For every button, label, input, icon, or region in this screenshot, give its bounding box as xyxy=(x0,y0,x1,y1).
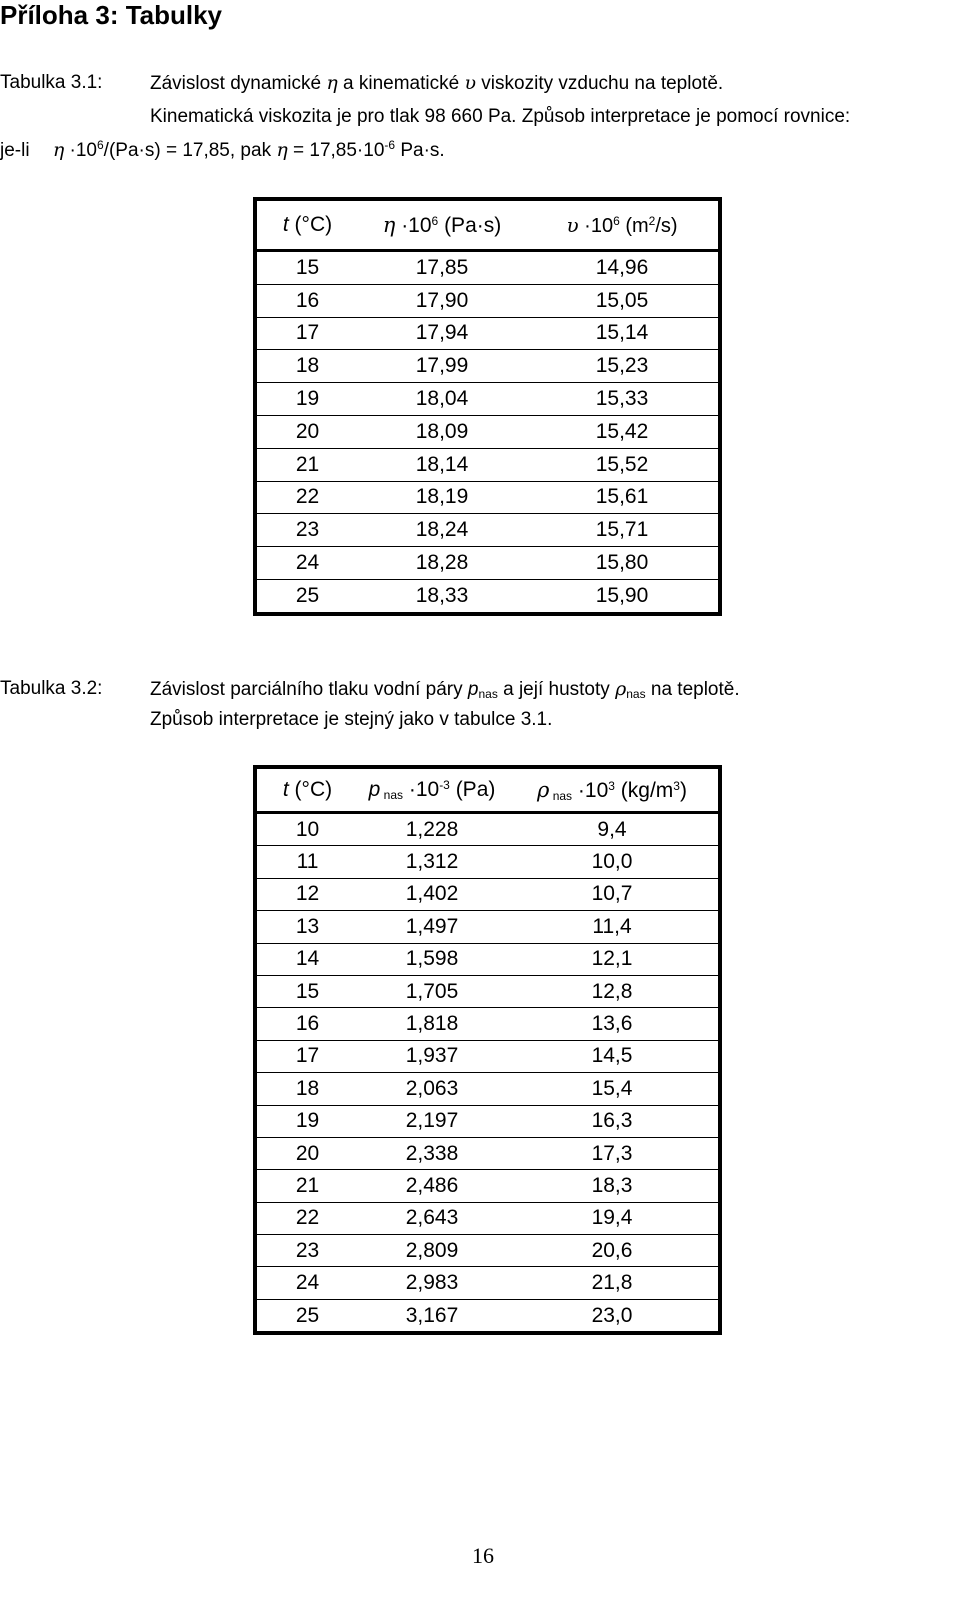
table-row xyxy=(255,1105,720,1137)
table-cell: 15,80 xyxy=(526,547,720,580)
table-cell: 18,04 xyxy=(358,383,526,416)
table2-caption-line1: Závislost parciálního tlaku vodní páry $p_{nas}$ a její hustoty $\rho_{nas}$ na teplotě. xyxy=(150,678,740,701)
table-cell: 17,90 xyxy=(358,284,526,317)
table-cell: 23,0 xyxy=(506,1299,720,1333)
table-cell: 24 xyxy=(255,1267,358,1299)
table-cell: 16 xyxy=(255,1008,358,1040)
table-cell: 15 xyxy=(295,255,320,279)
table-cell: 25 xyxy=(255,579,358,613)
table-row xyxy=(255,878,720,910)
table-row xyxy=(255,317,720,350)
table-cell: 20 xyxy=(255,1137,358,1169)
table-cell: 11 xyxy=(255,846,358,878)
table-cell: 13,6 xyxy=(506,1008,720,1040)
table-cell: 1,598 xyxy=(358,943,506,975)
table-cell: 17,99 xyxy=(358,350,526,383)
table-cell: 1,497 xyxy=(358,911,506,943)
table-cell: 1,705 xyxy=(358,975,506,1007)
table-cell: 11,4 xyxy=(506,911,720,943)
table-cell: 25 xyxy=(255,1299,358,1333)
table-cell: 2,486 xyxy=(358,1170,506,1202)
table-cell: 12 xyxy=(255,878,358,910)
table-cell: 14 xyxy=(255,943,358,975)
table-row xyxy=(255,1267,720,1299)
table-row xyxy=(255,1008,720,1040)
table-row xyxy=(255,846,720,878)
table-row xyxy=(255,350,720,383)
table-row xyxy=(255,1040,720,1072)
table-cell: 21 xyxy=(255,448,358,481)
table-cell: 17,94 xyxy=(358,317,526,350)
table-cell: 15,05 xyxy=(526,284,720,317)
table-cell: 18,3 xyxy=(506,1170,720,1202)
table-cell: 23 xyxy=(255,1235,358,1267)
table-cell: 22 xyxy=(255,1202,358,1234)
table1-caption-line2: Kinematická viskozita je pro tlak 98 660 Pa. Způsob interpretace je pomocí rovnice: xyxy=(150,106,851,127)
table-cell: 2,643 xyxy=(358,1202,506,1234)
table-row xyxy=(255,813,720,846)
table-cell: 17 xyxy=(255,317,358,350)
table-row xyxy=(255,975,720,1007)
table2-label: Tabulka 3.2: xyxy=(0,678,103,699)
table-header-row xyxy=(255,199,720,251)
table-cell: 20 xyxy=(255,415,358,448)
table-cell: 10,7 xyxy=(506,878,720,910)
table-cell: 15,14 xyxy=(526,317,720,350)
table-cell: 15,71 xyxy=(526,514,720,547)
table-cell: 15 xyxy=(255,975,358,1007)
table-cell: 15,90 xyxy=(526,579,720,613)
table-cell: 12,1 xyxy=(506,943,720,975)
table-cell: 2,983 xyxy=(358,1267,506,1299)
table-cell: 10 xyxy=(295,817,320,841)
table-cell: 15,33 xyxy=(526,383,720,416)
table-cell: 1,312 xyxy=(358,846,506,878)
table-cell: 1,818 xyxy=(358,1008,506,1040)
table-row xyxy=(255,448,720,481)
table-cell: 18 xyxy=(255,350,358,383)
table-cell: 12,8 xyxy=(506,975,720,1007)
table-row xyxy=(255,481,720,514)
page-number: 16 xyxy=(472,1543,494,1568)
table-cell: 21 xyxy=(255,1170,358,1202)
table-cell: 13 xyxy=(255,911,358,943)
table-cell: 14,5 xyxy=(506,1040,720,1072)
table-row xyxy=(255,579,720,613)
table-cell: 1,937 xyxy=(358,1040,506,1072)
table-cell: 20,6 xyxy=(506,1235,720,1267)
table-cell: 10,0 xyxy=(506,846,720,878)
header-dynamic-viscosity: $\eta \cdot 10^6$ (Pa·s) xyxy=(358,199,526,251)
table1-caption-line3: je-li $\eta \cdot 10^6/(Pa\cdot s) = 17,85$, pak $\eta = 17,85\cdot 10^{-6}$ Pa·s. xyxy=(0,138,445,161)
table-row xyxy=(255,1137,720,1169)
table-row xyxy=(255,1073,720,1105)
table-cell: 24 xyxy=(255,547,358,580)
table-cell: 15,61 xyxy=(526,481,720,514)
table-cell: 14,96 xyxy=(595,255,649,279)
header-vapor-density: ρ $_{nas} \cdot 10^3$ $(kg/m^3)$ xyxy=(506,767,720,813)
table-row xyxy=(255,1170,720,1202)
table-cell: 2,338 xyxy=(358,1137,506,1169)
table-row xyxy=(255,514,720,547)
table-row xyxy=(255,284,720,317)
table-cell: 2,809 xyxy=(358,1235,506,1267)
table-header-row xyxy=(255,767,720,813)
table-cell: 18,28 xyxy=(358,547,526,580)
table2-caption-line2: Způsob interpretace je stejný jako v tabulce 3.1. xyxy=(150,709,553,730)
table-cell: 18,33 xyxy=(358,579,526,613)
vapor-pressure-table xyxy=(253,765,722,1335)
table-cell: 16 xyxy=(255,284,358,317)
table-cell: 15,4 xyxy=(506,1073,720,1105)
table-cell: 18,09 xyxy=(358,415,526,448)
header-temperature: t (°C) xyxy=(255,767,358,813)
table-cell: 3,167 xyxy=(358,1299,506,1333)
table-row xyxy=(255,1202,720,1234)
table-cell: 17,3 xyxy=(506,1137,720,1169)
table-cell: 1,228 xyxy=(405,817,459,841)
table-row xyxy=(255,547,720,580)
table-cell: 18,24 xyxy=(358,514,526,547)
table-cell: 23 xyxy=(255,514,358,547)
table-row xyxy=(255,383,720,416)
table1-caption-line1: Závislost dynamické η a kinematické υ viskozity vzduchu na teplotě. xyxy=(150,72,724,94)
table-cell: 16,3 xyxy=(506,1105,720,1137)
table-cell: 15,42 xyxy=(526,415,720,448)
table-cell: 2,197 xyxy=(358,1105,506,1137)
table-row xyxy=(255,415,720,448)
table-row xyxy=(255,1235,720,1267)
table-cell: 19,4 xyxy=(506,1202,720,1234)
table-cell: 15,23 xyxy=(526,350,720,383)
table-cell: 17,85 xyxy=(415,255,469,279)
table-cell: 9,4 xyxy=(597,817,627,841)
page-heading: Příloha 3: Tabulky xyxy=(0,0,223,30)
table1-label: Tabulka 3.1: xyxy=(0,72,103,93)
table-cell: 18,14 xyxy=(358,448,526,481)
table-cell: 1,402 xyxy=(358,878,506,910)
table-cell: 18,19 xyxy=(358,481,526,514)
table-cell: 18 xyxy=(255,1073,358,1105)
table-row xyxy=(255,943,720,975)
header-temperature: t (°C) xyxy=(255,199,358,251)
header-partial-pressure: p $_{nas} \cdot 10^{-3}$ (Pa) xyxy=(358,767,506,813)
table-cell: 17 xyxy=(255,1040,358,1072)
table-cell: 19 xyxy=(255,1105,358,1137)
table-row xyxy=(255,911,720,943)
table-cell: 22 xyxy=(255,481,358,514)
table-row xyxy=(255,1299,720,1333)
table-cell: 15,52 xyxy=(526,448,720,481)
table-row xyxy=(255,251,720,285)
header-kinematic-viscosity: $\upsilon \cdot 10^6$ $(m^2/s)$ xyxy=(526,199,720,251)
viscosity-table xyxy=(253,197,722,616)
table-cell: 19 xyxy=(255,383,358,416)
table-cell: 21,8 xyxy=(506,1267,720,1299)
table-cell: 2,063 xyxy=(358,1073,506,1105)
